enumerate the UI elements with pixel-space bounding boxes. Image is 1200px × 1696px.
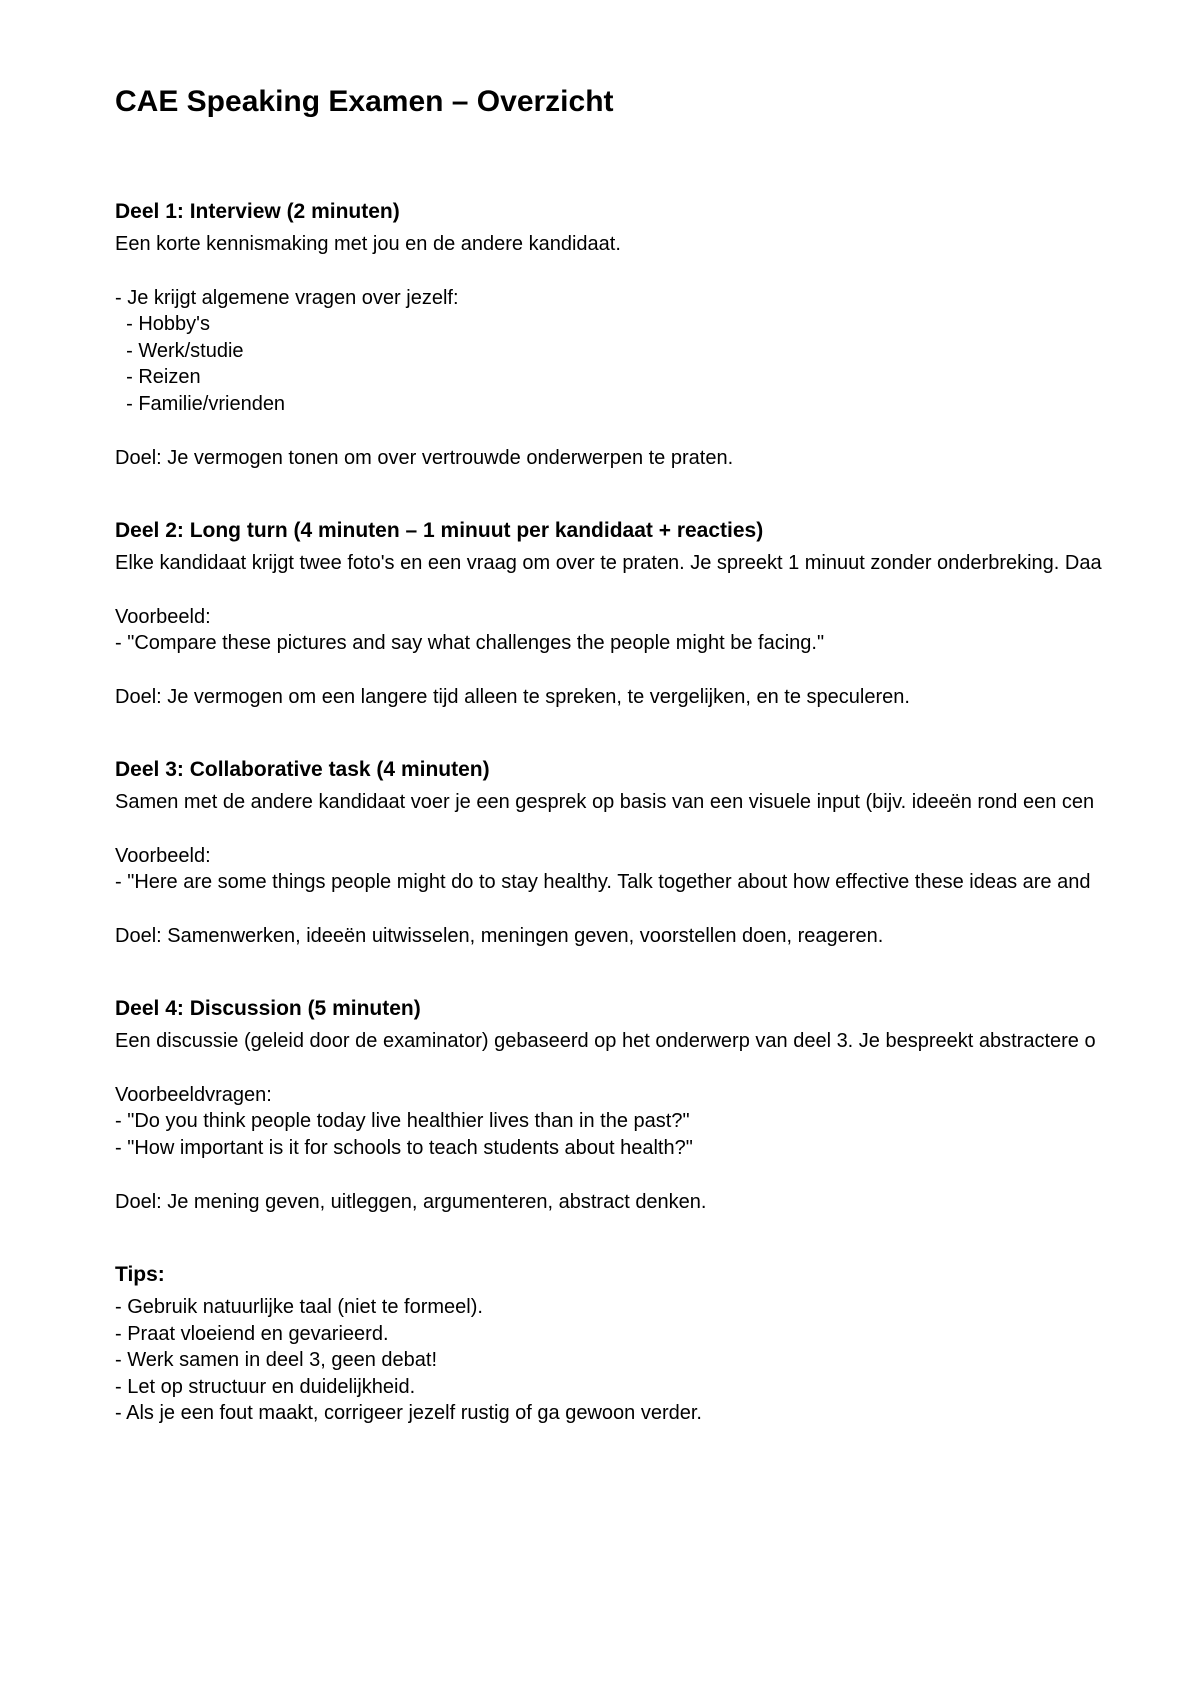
deel1-list-item: - Reizen xyxy=(115,366,201,388)
deel3-heading: Deel 3: Collaborative task (4 minuten) xyxy=(115,758,490,781)
deel2-voorbeeld: - "Compare these pictures and say what challenges the people might be facing." xyxy=(115,632,825,654)
deel4-intro: Een discussie (geleid door de examinator) gebaseerd op het onderwerp van deel 3. Je bespreekt abstractere o xyxy=(115,1030,1096,1052)
deel2-doel: Doel: Je vermogen om een langere tijd alleen te spreken, te vergelijken, en te speculeren. xyxy=(115,686,910,708)
deel3-voorbeeld: - "Here are some things people might do to stay healthy. Talk together about how effective these ideas are and xyxy=(115,871,1091,893)
deel1-list-item: - Werk/studie xyxy=(115,340,244,362)
deel1-doel: Doel: Je vermogen tonen om over vertrouwde onderwerpen te praten. xyxy=(115,447,734,469)
deel1-list-item: - Hobby's xyxy=(115,313,210,335)
tips-item: - Als je een fout maakt, corrigeer jezelf rustig of ga gewoon verder. xyxy=(115,1402,702,1424)
deel4-doel: Doel: Je mening geven, uitleggen, argumenteren, abstract denken. xyxy=(115,1191,707,1213)
deel4-voorbeeld-label: Voorbeeldvragen: xyxy=(115,1084,272,1106)
deel2-voorbeeld-label: Voorbeeld: xyxy=(115,606,211,628)
deel1-list-item: - Familie/vrienden xyxy=(115,393,286,415)
deel1-list-intro: - Je krijgt algemene vragen over jezelf: xyxy=(115,287,459,309)
deel3-doel: Doel: Samenwerken, ideeën uitwisselen, meningen geven, voorstellen doen, reageren. xyxy=(115,925,884,947)
tips-item: - Praat vloeiend en gevarieerd. xyxy=(115,1323,389,1345)
page-title: CAE Speaking Examen – Overzicht xyxy=(115,85,614,118)
tips-item: - Werk samen in deel 3, geen debat! xyxy=(115,1349,438,1371)
deel1-intro: Een korte kennismaking met jou en de andere kandidaat. xyxy=(115,233,621,255)
tips-item: - Gebruik natuurlijke taal (niet te formeel). xyxy=(115,1296,483,1318)
tips-item: - Let op structuur en duidelijkheid. xyxy=(115,1376,416,1398)
deel4-heading: Deel 4: Discussion (5 minuten) xyxy=(115,997,421,1020)
deel3-voorbeeld-label: Voorbeeld: xyxy=(115,845,211,867)
deel1-heading: Deel 1: Interview (2 minuten) xyxy=(115,200,400,223)
deel2-heading: Deel 2: Long turn (4 minuten – 1 minuut per kandidaat + reacties) xyxy=(115,519,764,542)
deel4-vraag: - "Do you think people today live healthier lives than in the past?" xyxy=(115,1110,690,1132)
deel2-intro: Elke kandidaat krijgt twee foto's en een vraag om over te praten. Je spreekt 1 minuut zonder onderbreking. Daa xyxy=(115,552,1102,574)
tips-heading: Tips: xyxy=(115,1263,165,1286)
deel4-vraag: - "How important is it for schools to teach students about health?" xyxy=(115,1137,693,1159)
deel3-intro: Samen met de andere kandidaat voer je een gesprek op basis van een visuele input (bijv. ideeën rond een cen xyxy=(115,791,1095,813)
